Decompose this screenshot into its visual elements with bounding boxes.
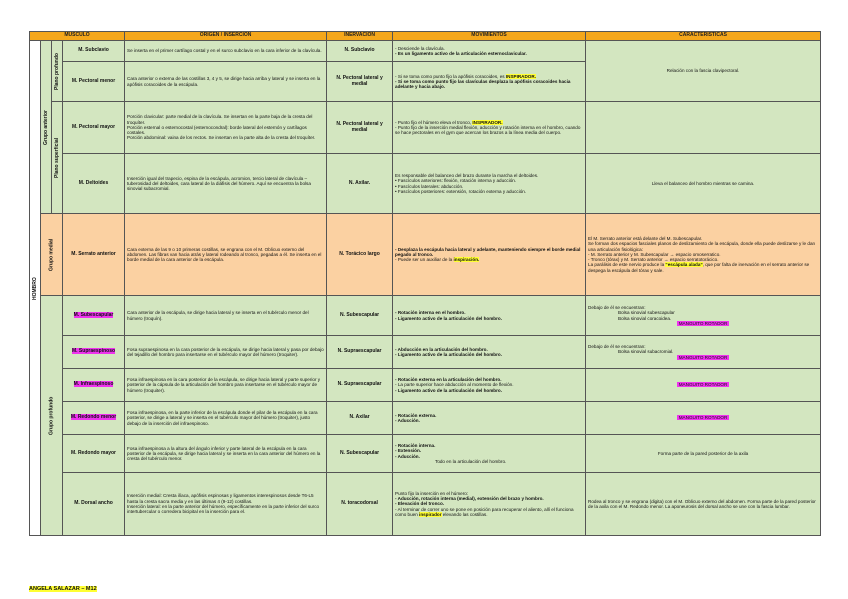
origen-cell: Porción clavicular: parte medial de la clavícula. Se insertan en la parte baja de la cresta del troquíter. Porción esternal o esternocostal (esternocondral): borde lateral del esternón y cartílagos costales. Porción abdominal: vaina de los rectos. Se insertan en la parte alta de la cresta del troquíter. [125, 102, 327, 154]
caracteristicas-cell: Lleva el balanceo del hombro mientras se camina. [586, 154, 821, 214]
movimientos-cell: - Rotación interna. - Extensión. - Aducción. Todo en la articulación del hombro. [393, 435, 586, 473]
origen-cell: Cara anterior de la escápula, se dirige hacia lateral y se inserta en el tubérculo menor del húmero (troquín). [125, 296, 327, 336]
plane-superficial-label: Plano superficial [52, 102, 63, 214]
origen-cell: Se inserta en el primer cartílago costal y en el surco subclavio en la cara inferior de la clavícula. [125, 41, 327, 62]
caracteristicas-cell [586, 402, 821, 435]
header-caracteristicas: CARACTERÍSTICAS [586, 32, 821, 41]
origen-cell: Inserción medial: Cresta ilíaca, apófisis espinosas y ligamentos interespinosos desde T6-L5 hasta la cresta sacra media y en las últimas 4 (9-12) costillas. Inserción lateral: en la parte anterior del húmero, específicamente en la parte inferior del surco intertubercular o corredera bicipital en la inserción para el. [125, 473, 327, 536]
inervacion-cell: N. Subclavio [327, 41, 393, 62]
inervacion-cell: N. Subescapular [327, 296, 393, 336]
origen-cell: Fosa infraespinosa en la cara posterior de la escápula, se dirige hacia lateral y parte superior y posterior de la cápsula de la articulación del hombro para insertarse en el tubérculo mayor de húmero (troquiter). [125, 369, 327, 402]
muscle-name: M. Redondo menor [63, 402, 125, 435]
muscle-name: M. Pectoral menor [63, 62, 125, 102]
muscle-table [29, 31, 821, 536]
origen-cell: Fosa infraespinosa, en la parte inferior de la escápula donde el pilar de la escápula en la cara posterior, se dirige a lateral y se inserta en el tubérculo mayor del húmero (troquiter), justo debajo de la inserción del infraespinoso. [125, 402, 327, 435]
inervacion-cell: N. toracodorsal [327, 473, 393, 536]
caracteristicas-cell [586, 102, 821, 154]
origen-cell: Cara externa de las 9 o 10 primeras costillas, se engrana con el M. Oblicuo externo del abdomen. Las fibras van hacia atrás y lateral rodeando al tronco, pegadas a él. Se inserta en el borde medial de la cara anterior de la escápula. [125, 214, 327, 296]
group-medial-label: Grupo medial [41, 214, 63, 296]
inervacion-cell: N. Subescapular [327, 435, 393, 473]
muscle-name: M. Subescapular [63, 296, 125, 336]
inervacion-cell: N. Supraescapular [327, 369, 393, 402]
muscle-name: M. Dorsal ancho [63, 473, 125, 536]
group-profundo-label: Grupo profundo [41, 296, 63, 536]
manguito-rotador-tag: MANGUITO ROTADOR [678, 320, 728, 326]
muscle-name: M. Serrato anterior [63, 214, 125, 296]
caracteristicas-cell: Debajo de él se encuentran: Bolsa sinovial subescapular Bolsa sinovial coracoidea. MANGUITO ROTADOR [586, 296, 821, 336]
manguito-rotador-tag: MANGUITO ROTADOR [678, 415, 728, 421]
muscle-name: M. Subclavio [63, 41, 125, 62]
header-musculo: MÚSCULO [30, 32, 125, 41]
inervacion-cell: N. Axilar [327, 402, 393, 435]
inervacion-cell: N. Torácico largo [327, 214, 393, 296]
movimientos-cell: - Rotación externa. - Aducción. [393, 402, 586, 435]
header-movimientos: MOVIMIENTOS [393, 32, 586, 41]
muscle-name: M. Pectoral mayor [63, 102, 125, 154]
muscle-name: M. Infraespinoso [63, 369, 125, 402]
origen-cell: Fosa supraespinosa en la cara posterior de la escápula, se dirige hacia lateral y pasa por debajo del tejadillo del hombro para insertarse en el tubérculo mayor del húmero (troquiter). [125, 336, 327, 369]
movimientos-cell: - Rotación interna en el hombro. - Ligamento activo de la articulación del hombro. [393, 296, 586, 336]
movimientos-cell: - Desplaza la escápula hacia lateral y adelante, manteniendo siempre el borde medial pegado al tronco. - Puede ser un auxiliar de la inspiración. [393, 214, 586, 296]
origen-cell: Fosa infraespinosa a la altura del ángulo inferior y parte lateral de la escápula en la cara posterior de la escápula, se dirige hacia lateral y se inserta en la cara anterior del húmero en la cresta del tubérculo menor. [125, 435, 327, 473]
author-footer: ANGELA SALAZAR – M12 [29, 586, 97, 592]
muscle-name: M. Deltoides [63, 154, 125, 214]
plane-profundo-label: Plano profundo [52, 41, 63, 102]
movimientos-cell: - Desciende la clavícula. - Es un ligamento activo de la articulación esternoclavicular. [393, 41, 586, 62]
caracteristicas-cell: El M. Serrato anterior está delante del M. Subescapular. Se forman dos espacios fasciales planos de deslizamiento de la escápula, donde ella puede deslizarse y le dan una articulación fisiológica: - M. Serrato anterior y M. Subescapular → espacio omoserratico. - Tronco (tórax) y M. Serrato anterior → espacio serratotorácico. La parálisis de este nervio produce la “escápula alada”, que por falta de inervación en el serrato anterior se despega la escápula del tórax y sale. [586, 214, 821, 296]
movimientos-cell: Es responsable del balanceo del brazo durante la marcha el deltoides. • Fascículos anteriores: flexión, rotación interna y aducción. • Fascículos laterales: abducción. • Fascículos posteriores: extensión, rotación externa y aducción. [393, 154, 586, 214]
inervacion-cell: N. Axilar. [327, 154, 393, 214]
muscle-name: M. Redondo mayor [63, 435, 125, 473]
movimientos-cell: - Abducción en la articulación del hombro. - Ligamento activo de la articulación del hombro. [393, 336, 586, 369]
inervacion-cell: N. Pectoral lateral y medial [327, 62, 393, 102]
caracteristicas-cell: Rodea al tronco y se engrana (digita) con el M. Oblicuo externo del abdomen. Forma parte de la pared posterior de la axila con el M. Redondo menor. La aponeurosis del dorsal ancho se une con la fascia lumbar. [586, 473, 821, 536]
region-label: HOMBRO [30, 41, 41, 536]
caracteristicas-cell: Relación con la fascia clavipectoral. [586, 41, 821, 102]
movimientos-cell: Punto fijo la inserción en el húmero: - Aducción, rotación interna (medial), extensión del brazo y hombro. - Elevación del tronco. - Al terminar de correr uno se pone en posición para recuperar el aliento, allí el funciona como buen inspirador elevando las costillas. [393, 473, 586, 536]
header-inervacion: INERVACIÓN [327, 32, 393, 41]
movimientos-cell: - Punto fijo el húmero eleva el tronco, INSPIRADOR. - Punto fijo de la inserción medial flexión, aducción y rotación interna en el hombro, cuando se hace pectorales en el gym que acercan los brazos a la línea media del cuerpo. [393, 102, 586, 154]
manguito-rotador-tag: MANGUITO ROTADOR [678, 382, 728, 388]
origen-cell: Inserción igual del trapecio, espina de la escápula, acromion, tercio lateral de clavícula – tuberosidad del deltoides, cara lateral de la diáfisis del húmero. Aquí se encuentra la bolsa sinovial subacromial. [125, 154, 327, 214]
inervacion-cell: N. Supraescapular [327, 336, 393, 369]
caracteristicas-cell: Debajo de él se encuentran: Bolsa sinovial subacromial. MANGUITO ROTADOR [586, 336, 821, 369]
caracteristicas-cell: Forma parte de la pared posterior de la axila [586, 435, 821, 473]
header-origen: ORIGEN / INSERCIÓN [125, 32, 327, 41]
movimientos-cell: - Si se toma como punto fijo la apófisis coracoides, es INSPIRADOR. - Si se toma como punto fijo las clavículas desplaza la apófisis coracoides hacia adelante y hacia abajo. [393, 62, 586, 102]
muscle-name: M. Supraespinoso [63, 336, 125, 369]
manguito-rotador-tag: MANGUITO ROTADOR [678, 354, 728, 360]
caracteristicas-cell [586, 369, 821, 402]
movimientos-cell: - Rotación externa en la articulación del hombro. - La parte superior hace abducción al momento de flexión. - Ligamento activo de la articulación del hombro. [393, 369, 586, 402]
inervacion-cell: N. Pectoral lateral y medial [327, 102, 393, 154]
group-anterior-label: Grupo anterior [41, 41, 52, 214]
origen-cell: Cara anterior o externa de las costillas 3, 4 y 5, se dirige hacia arriba y lateral y se inserta en la apófisis coracoides de la escápula. [125, 62, 327, 102]
